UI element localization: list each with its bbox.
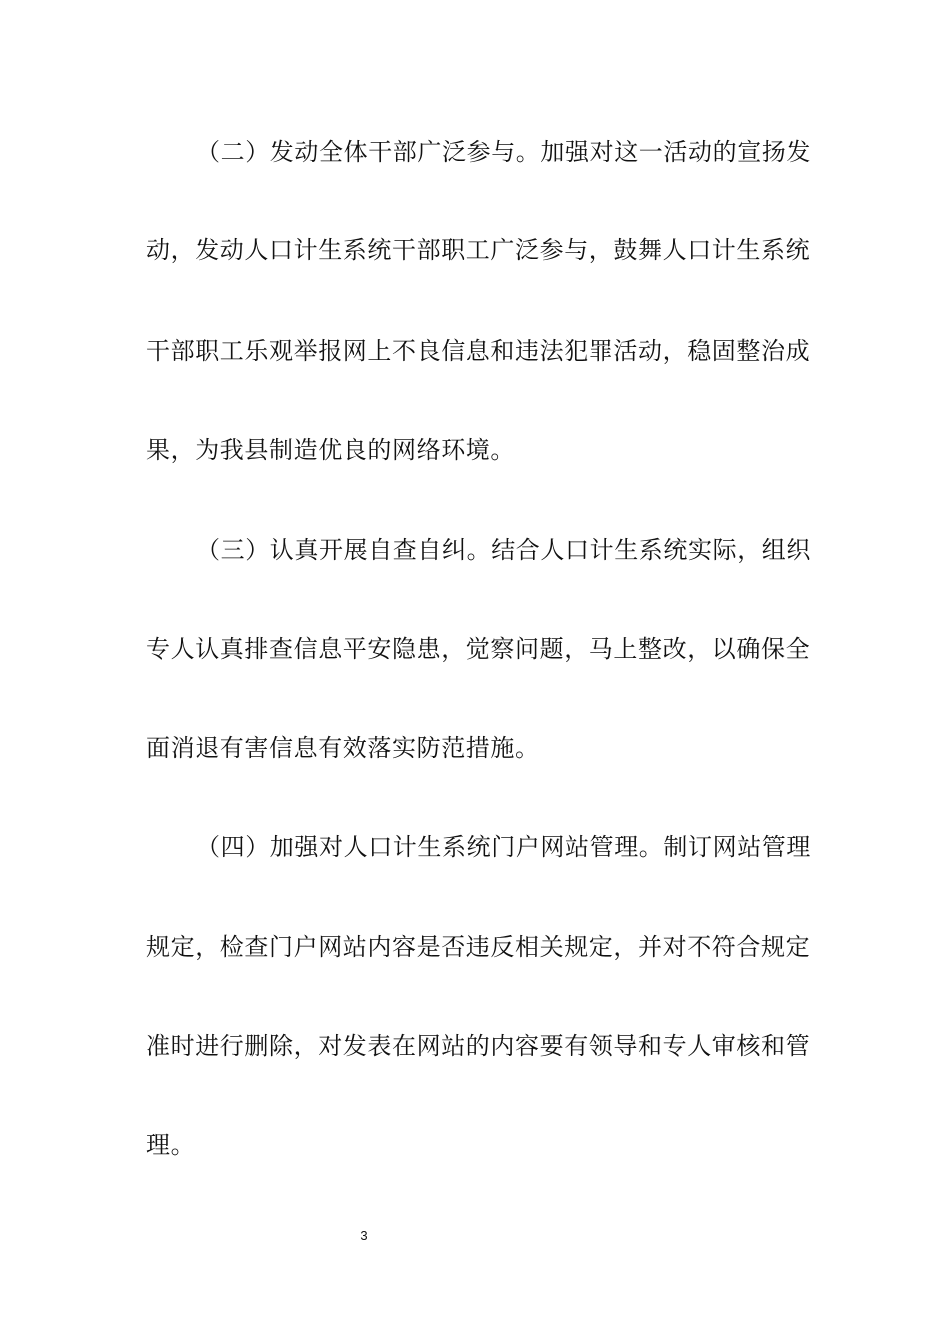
paragraph-3-line-1: （三）认真开展自查自纠。结合人口计生系统实际，组织 [196,536,811,564]
paragraph-4-line-2: 规定，检查门户网站内容是否违反相关规定，并对不符合规定 [146,933,811,961]
paragraph-3-line-2: 专人认真排查信息平安隐患，觉察问题，马上整改，以确保全 [146,635,811,663]
page-number: 3 [360,1228,368,1243]
paragraph-2-line-4: 果，为我县制造优良的网络环境。 [146,436,515,464]
paragraph-3-line-3: 面消退有害信息有效落实防范措施。 [146,734,540,762]
paragraph-2-line-3: 干部职工乐观举报网上不良信息和违法犯罪活动，稳固整治成 [146,337,811,365]
paragraph-2-line-2: 动，发动人口计生系统干部职工广泛参与，鼓舞人口计生系统 [146,236,811,264]
paragraph-4-line-1: （四）加强对人口计生系统门户网站管理。制订网站管理 [196,833,811,861]
paragraph-2-line-1: （二）发动全体干部广泛参与。加强对这一活动的宣扬发 [196,138,811,166]
paragraph-4-line-3: 准时进行删除，对发表在网站的内容要有领导和专人审核和管 [146,1032,811,1060]
paragraph-4-line-4: 理。 [146,1131,196,1159]
